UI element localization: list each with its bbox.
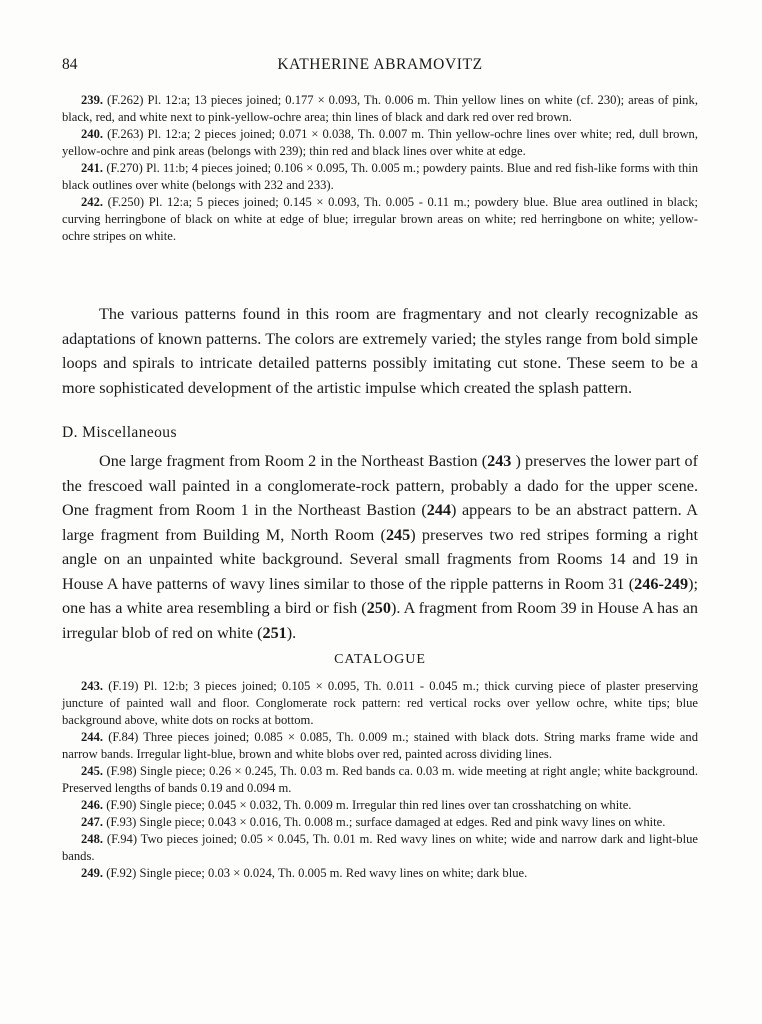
misc-paragraph: One large fragment from Room 2 in the Northeast Bastion (243 ) preserves the lower part of the frescoed wall painted in a conglomerate-rock pattern, probably a dado for the upper scene. One fragment from Room 1 in the Northeast Bastion (244) appears to be an abstract pattern. A large fragment from Building M, North Room (245) preserves two red stripes forming a right angle on an unpainted white background. Several small fragments from Rooms 14 and 19 in House A have patterns of wavy lines similar to those of the ripple patterns in Room 31 (246-249); one has a white area resembling a bird or fish (250). A fragment from Room 39 in House A has an irregular blob of red on white (251). [62,452,699,642]
catalogue-heading-block [62,652,698,668]
section-heading: D. Miscellaneous [62,424,177,441]
catalogue-entry: 245. (F.98) Single piece; 0.26 × 0.245, Th. 0.03 m. Red bands ca. 0.03 m. wide meeting at right angle; white background. Preserved lengths of bands 0.19 and 0.094 m. [62,764,698,795]
catalogue-entry: 240. (F.263) Pl. 12:a; 2 pieces joined; 0.071 × 0.038, Th. 0.007 m. Thin yellow-ochre lines over white; red, dull brown, yellow-ochre and pink areas (belongs with 239); thin red and black lines over white at edge. [62,127,698,158]
running-head: KATHERINE ABRAMOVITZ [277,56,483,73]
misc-paragraph-block [62,449,698,645]
catalogue-entry: 241. (F.270) Pl. 11:b; 4 pieces joined; 0.106 × 0.095, Th. 0.005 m.; powdery paints. Blue and red fish-like forms with thin black outlines over white (belongs with 232 and 233). [62,161,698,192]
patterns-paragraph-block [62,302,698,400]
catalogue-entry: 243. (F.19) Pl. 12:b; 3 pieces joined; 0.105 × 0.095, Th. 0.011 - 0.045 m.; thick curving piece of plaster preserving juncture of painted wall and floor. Conglomerate rock pattern: red vertical rocks over yellow ochre, white tips; blue background above, white dots on rocks at bottom. [62,679,698,727]
catalogue-entry: 242. (F.250) Pl. 12:a; 5 pieces joined; 0.145 × 0.093, Th. 0.005 - 0.11 m.; powdery blue. Blue area outlined in black; curving herringbone of black on white at edge of blue; irregular brown areas on white; red herringbone on white; yellow-ochre stripes on white. [62,195,698,243]
catalogue-entry: 239. (F.262) Pl. 12:a; 13 pieces joined; 0.177 × 0.093, Th. 0.006 m. Thin yellow lines on white (cf. 230); areas of pink, black, red, and white next to pink-yellow-ochre area; thin lines of black and dark red over red brown. [62,93,698,124]
section-heading-block [62,424,698,442]
page-number: 84 [62,56,78,73]
catalogue-entry: 248. (F.94) Two pieces joined; 0.05 × 0.045, Th. 0.01 m. Red wavy lines on white; wide and narrow dark and light-blue bands. [62,832,698,863]
catalogue-entry: 244. (F.84) Three pieces joined; 0.085 × 0.085, Th. 0.009 m.; stained with black dots. String marks frame wide and narrow bands. Irregular light-blue, brown and white blobs over red, painted across dividing lines. [62,730,698,761]
patterns-paragraph: The various patterns found in this room are fragmentary and not clearly recognizable as adaptations of known patterns. The colors are extremely varied; the styles range from bold simple loops and spirals to intricate detailed patterns possibly imitating cut stone. These seem to be a more sophisticated development of the artistic impulse which created the splash pattern. [62,305,698,397]
catalogue-lower [62,678,698,882]
page-header [62,56,698,76]
catalogue-upper [62,92,698,245]
catalogue-entry: 249. (F.92) Single piece; 0.03 × 0.024, Th. 0.005 m. Red wavy lines on white; dark blue. [81,866,528,880]
catalogue-heading: CATALOGUE [334,652,426,667]
catalogue-entry: 246. (F.90) Single piece; 0.045 × 0.032, Th. 0.009 m. Irregular thin red lines over tan crosshatching on white. [81,798,632,812]
catalogue-entry: 247. (F.93) Single piece; 0.043 × 0.016, Th. 0.008 m.; surface damaged at edges. Red and pink wavy lines on white. [81,815,666,829]
